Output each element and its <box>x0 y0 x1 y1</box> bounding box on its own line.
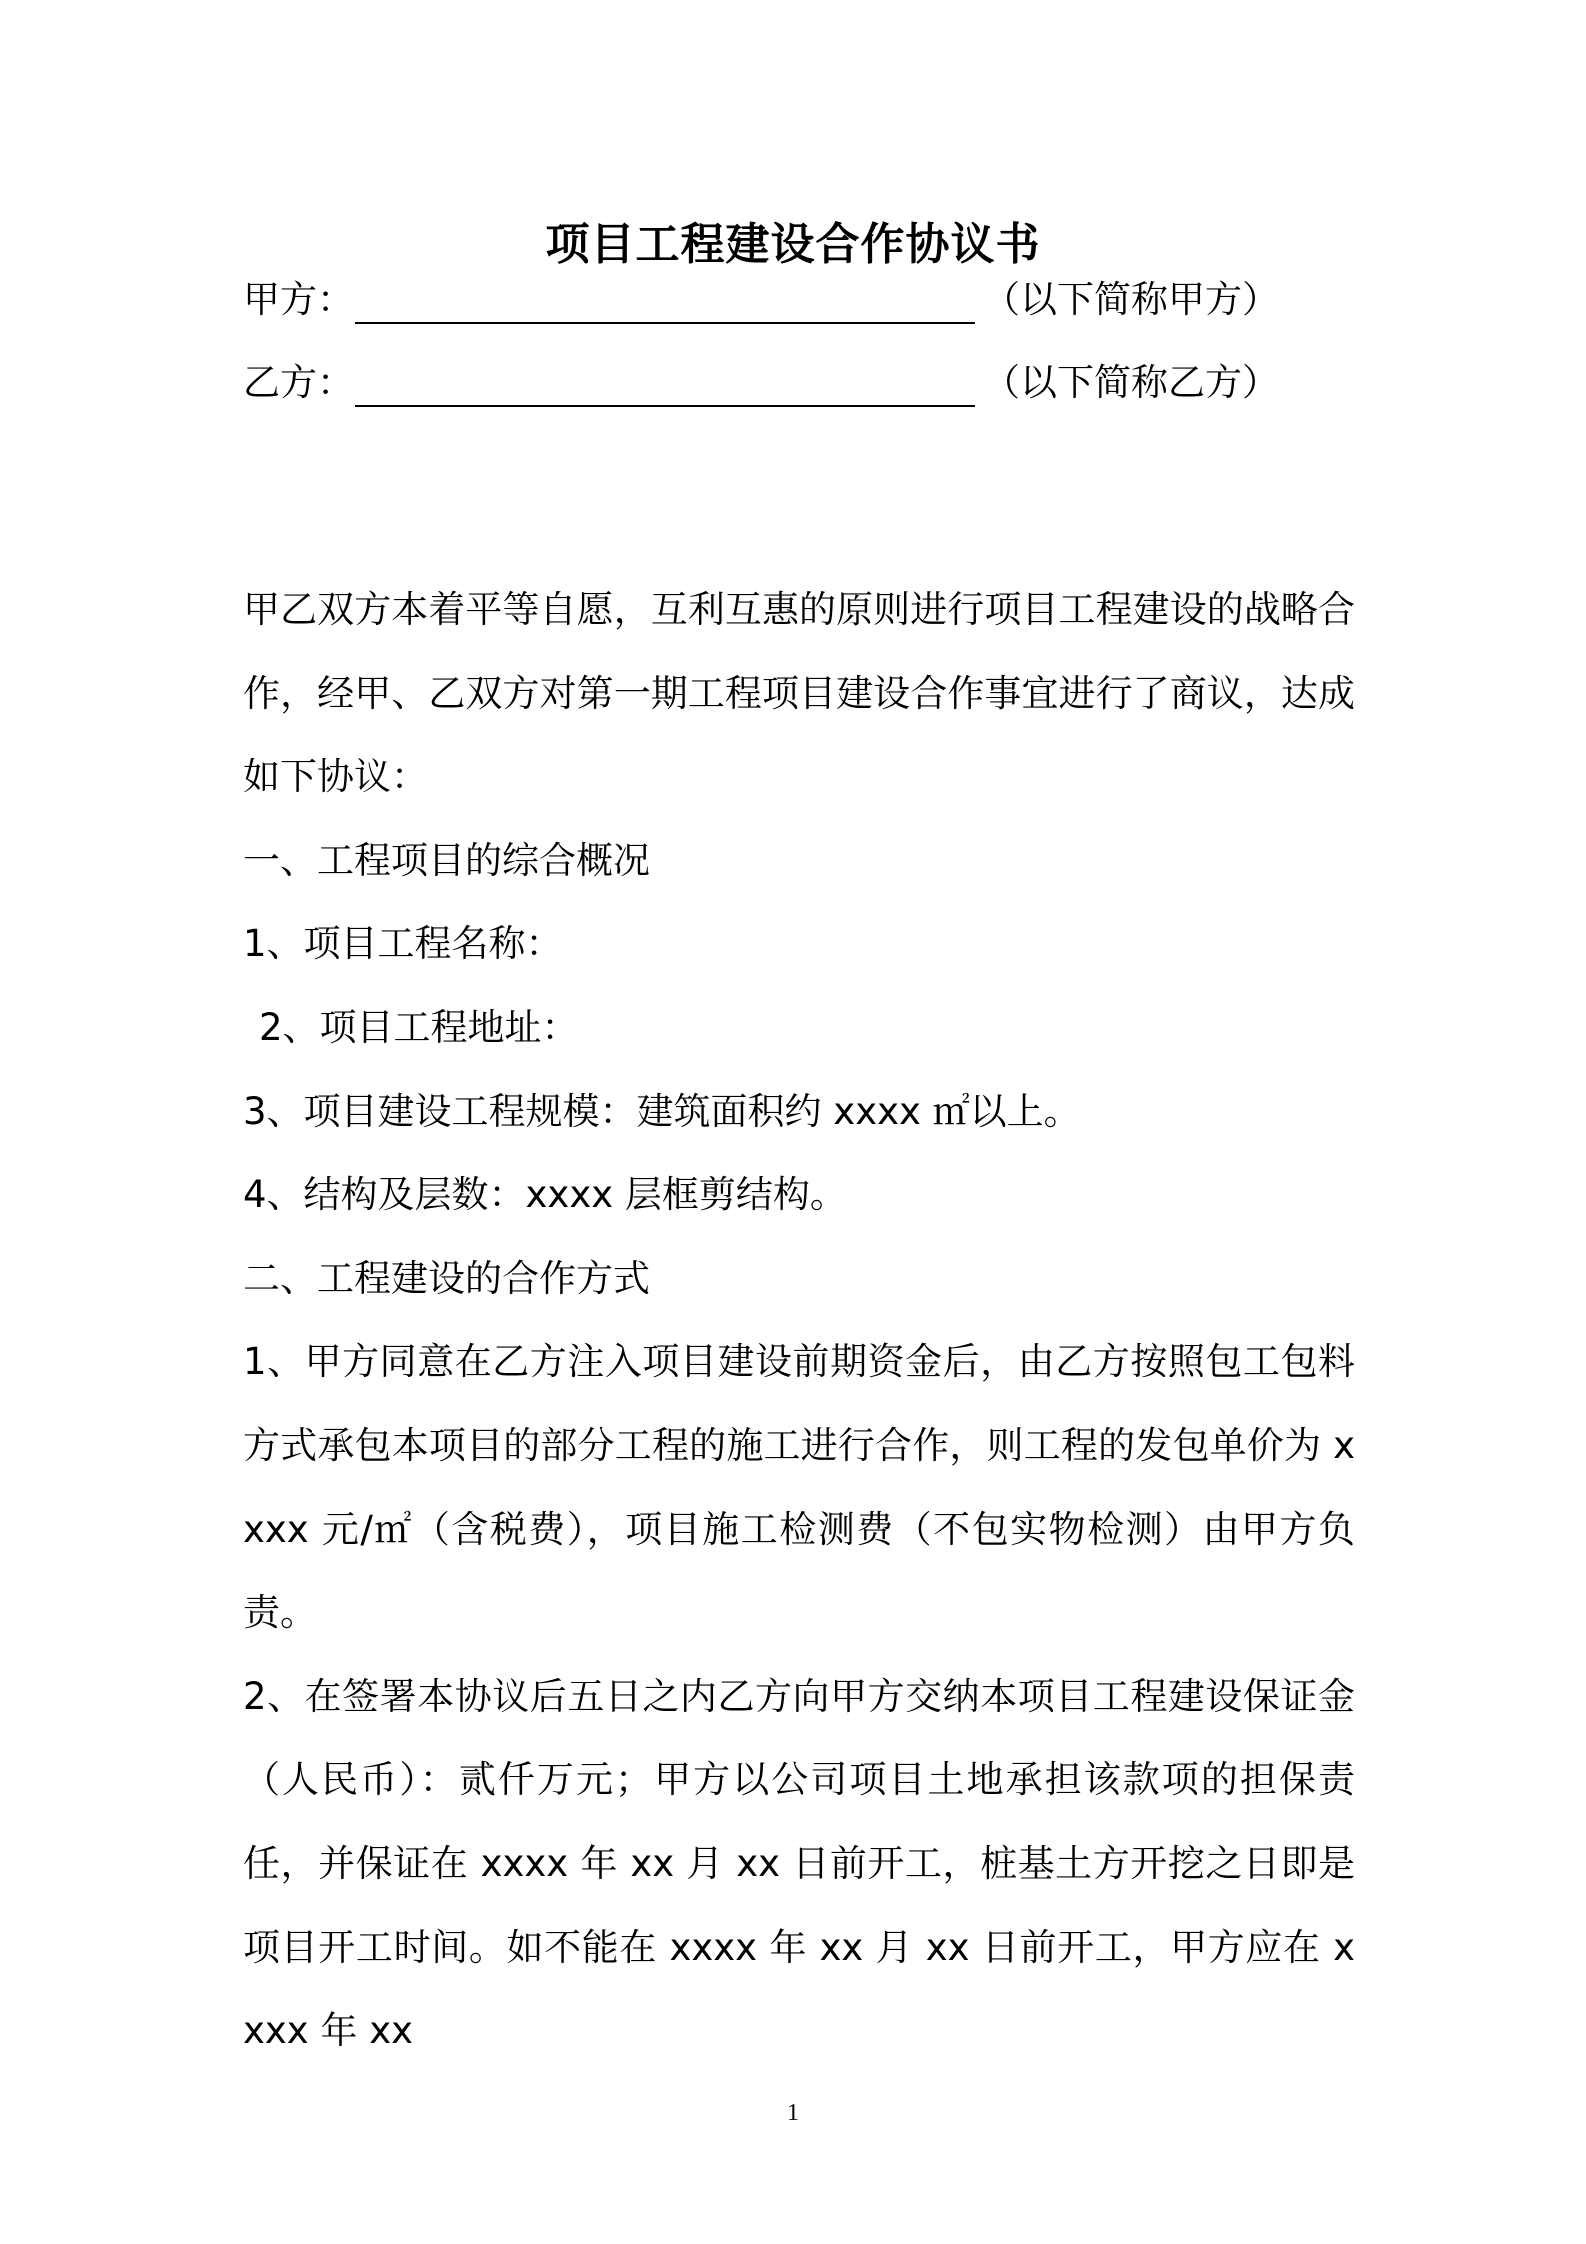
party-b-blank-line <box>355 405 975 407</box>
intro-paragraph: 甲乙双方本着平等自愿，互利互惠的原则进行项目工程建设的战略合作，经甲、乙双方对第一期工程项目建设合作事宜进行了商议，达成如下协议： <box>243 588 1355 799</box>
clause-2-1: 1、甲方同意在乙方注入项目建设前期资金后，由乙方按照包工包料方式承包本项目的部分工程的施工进行合作，则工程的发包单价为 xxxx 元/㎡（含税费），项目施工检测费（不包实物检测）由甲方负责。 <box>243 1340 1355 1635</box>
clause-2-2: 2、在签署本协议后五日之内乙方向甲方交纳本项目工程建设保证金（人民币）：贰仟万元；甲方以公司项目土地承担该款项的担保责任，并保证在 xxxx 年 xx 月 xx 日前开工，桩基土方开挖之日即是项目开工时间。如不能在 xxxx 年 xx 月 xx 日前开工，甲方应在 xxxx 年 xx <box>243 1674 1355 2053</box>
party-a-label: 甲方： <box>243 278 354 321</box>
section-heading-1: 一、工程项目的综合概况 <box>243 838 650 882</box>
item-project-address: 2、项目工程地址： <box>259 1005 579 1049</box>
item-project-name: 1、项目工程名称： <box>243 922 563 966</box>
page-number: 1 <box>787 2100 799 2126</box>
party-a-blank-line <box>355 322 975 324</box>
party-a-row <box>243 265 1353 335</box>
item-project-scale: 3、项目建设工程规模：建筑面积约 xxxx ㎡以上。 <box>243 1089 1081 1133</box>
document-title: 项目工程建设合作协议书 <box>545 219 1041 270</box>
party-b-label: 乙方： <box>243 361 354 404</box>
item-structure-floors: 4、结构及层数：xxxx 层框剪结构。 <box>243 1173 847 1217</box>
document-body <box>243 568 1355 2073</box>
party-b-row <box>243 348 1353 418</box>
party-a-note: （以下简称甲方） <box>983 278 1279 321</box>
party-b-note: （以下简称乙方） <box>983 361 1279 404</box>
section-heading-2: 二、工程建设的合作方式 <box>243 1256 650 1300</box>
